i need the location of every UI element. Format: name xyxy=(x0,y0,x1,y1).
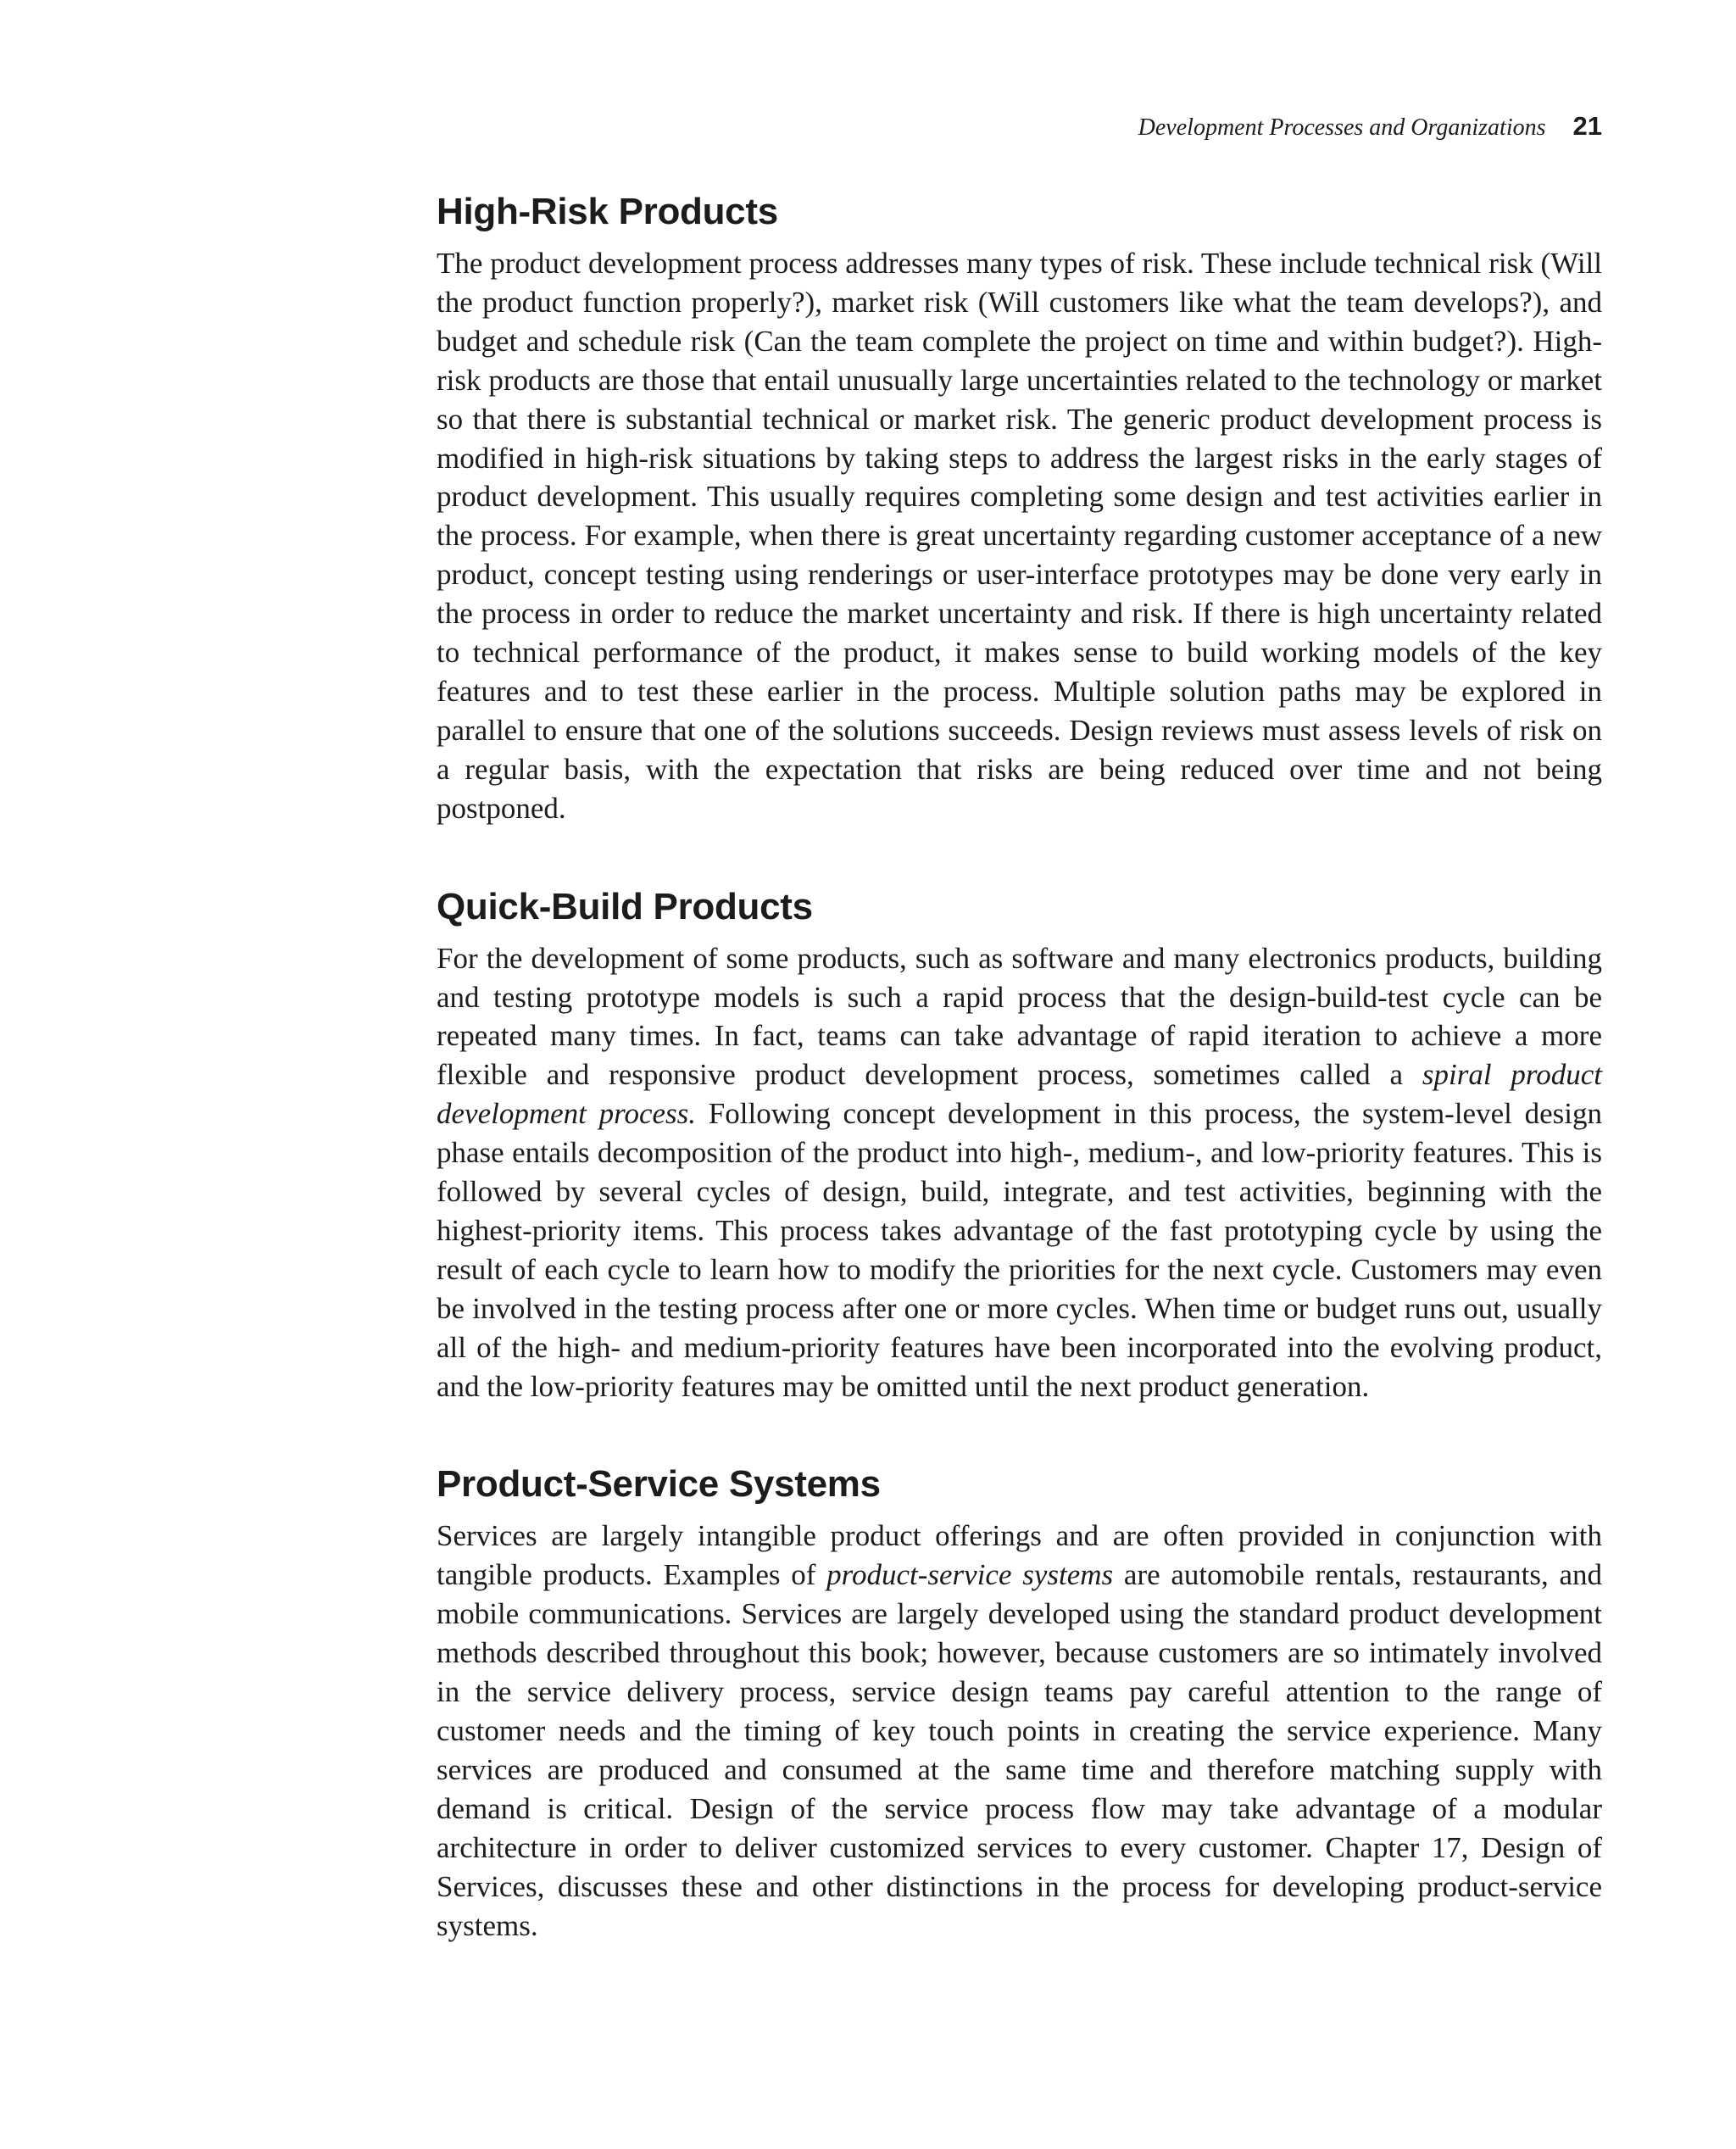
paragraph-text: Services are largely intangible product offerings and are often provided in conjunction with tangible products. Examples of xyxy=(437,1519,1602,1592)
section-heading: Quick-Build Products xyxy=(437,885,813,927)
running-header xyxy=(1138,111,1602,142)
section-heading: High-Risk Products xyxy=(437,191,778,232)
section-quick-build-products xyxy=(437,875,1602,1406)
section-paragraph xyxy=(437,1517,1602,1945)
page-number: 21 xyxy=(1572,111,1602,141)
paragraph-text: The product development process addresses many types of risk. These include technical risk (Will the product function properly?), market risk (Will customers like what the team develops?), and budget and schedule risk (Can the team complete the project on time and within budget?). High-risk products are those that entail unusually large uncertainties related to the technology or market so that there is substantial technical or market risk. The generic product development process is modified in high-risk situations by taking steps to address the largest risks in the early stages of product development. This usually requires completing some design and test activities earlier in the process. For example, when there is great uncertainty regarding customer acceptance of a new product, concept testing using renderings or user-interface prototypes may be done very early in the process in order to reduce the market uncertainty and risk. If there is high uncertainty related to technical performance of the product, it makes sense to build working models of the key features and to test these earlier in the process. Multiple solution paths may be explored in parallel to ensure that one of the solutions succeeds. Design reviews must assess levels of risk on a regular basis, with the expectation that risks are being reduced over time and not being postponed. xyxy=(437,247,1602,825)
italic-term: product-service systems xyxy=(826,1558,1114,1592)
section-heading: Product-Service Systems xyxy=(437,1463,881,1506)
running-title: Development Processes and Organizations xyxy=(1138,114,1546,141)
section-paragraph xyxy=(437,244,1602,828)
section-paragraph xyxy=(437,939,1602,1406)
page-content xyxy=(437,180,1602,1945)
section-high-risk-products xyxy=(437,180,1602,828)
paragraph-text: Following concept development in this process, the system-level design phase entails decomposition of the product into high-, medium-, and low-priority features. This is followed by several cycles of design, build, integrate, and test activities, beginning with the highest-priority items. This process takes advantage of the fast prototyping cycle by using the result of each cycle to learn how to modify the priorities for the next cycle. Customers may even be involved in the testing process after one or more cycles. When time or budget runs out, usually all of the high- and medium-priority features have been incorporated into the evolving product, and the low-priority features may be omitted until the next product generation. xyxy=(437,1097,1602,1403)
section-product-service-systems xyxy=(437,1452,1602,1945)
paragraph-text: For the development of some products, such as software and many electronics products, building and testing prototype models is such a rapid process that the design-build-test cycle can be repeated many times. In fact, teams can take advantage of rapid iteration to achieve a more flexible and responsive product development process, sometimes called a xyxy=(437,941,1602,1092)
paragraph-text: are automobile rentals, restaurants, and mobile communications. Services are largely developed using the standard product development methods described throughout this book; however, because customers are so intimately involved in the service delivery process, service design teams pay careful attention to the range of customer needs and the timing of key touch points in creating the service experience. Many services are produced and consumed at the same time and therefore matching supply with demand is critical. Design of the service process flow may take advantage of a modular architecture in order to deliver customized services to every customer. Chapter 17, Design of Services, discusses these and other distinctions in the process for developing product-service systems. xyxy=(437,1558,1602,1942)
italic-term: spiral product development process. xyxy=(437,1058,1602,1131)
